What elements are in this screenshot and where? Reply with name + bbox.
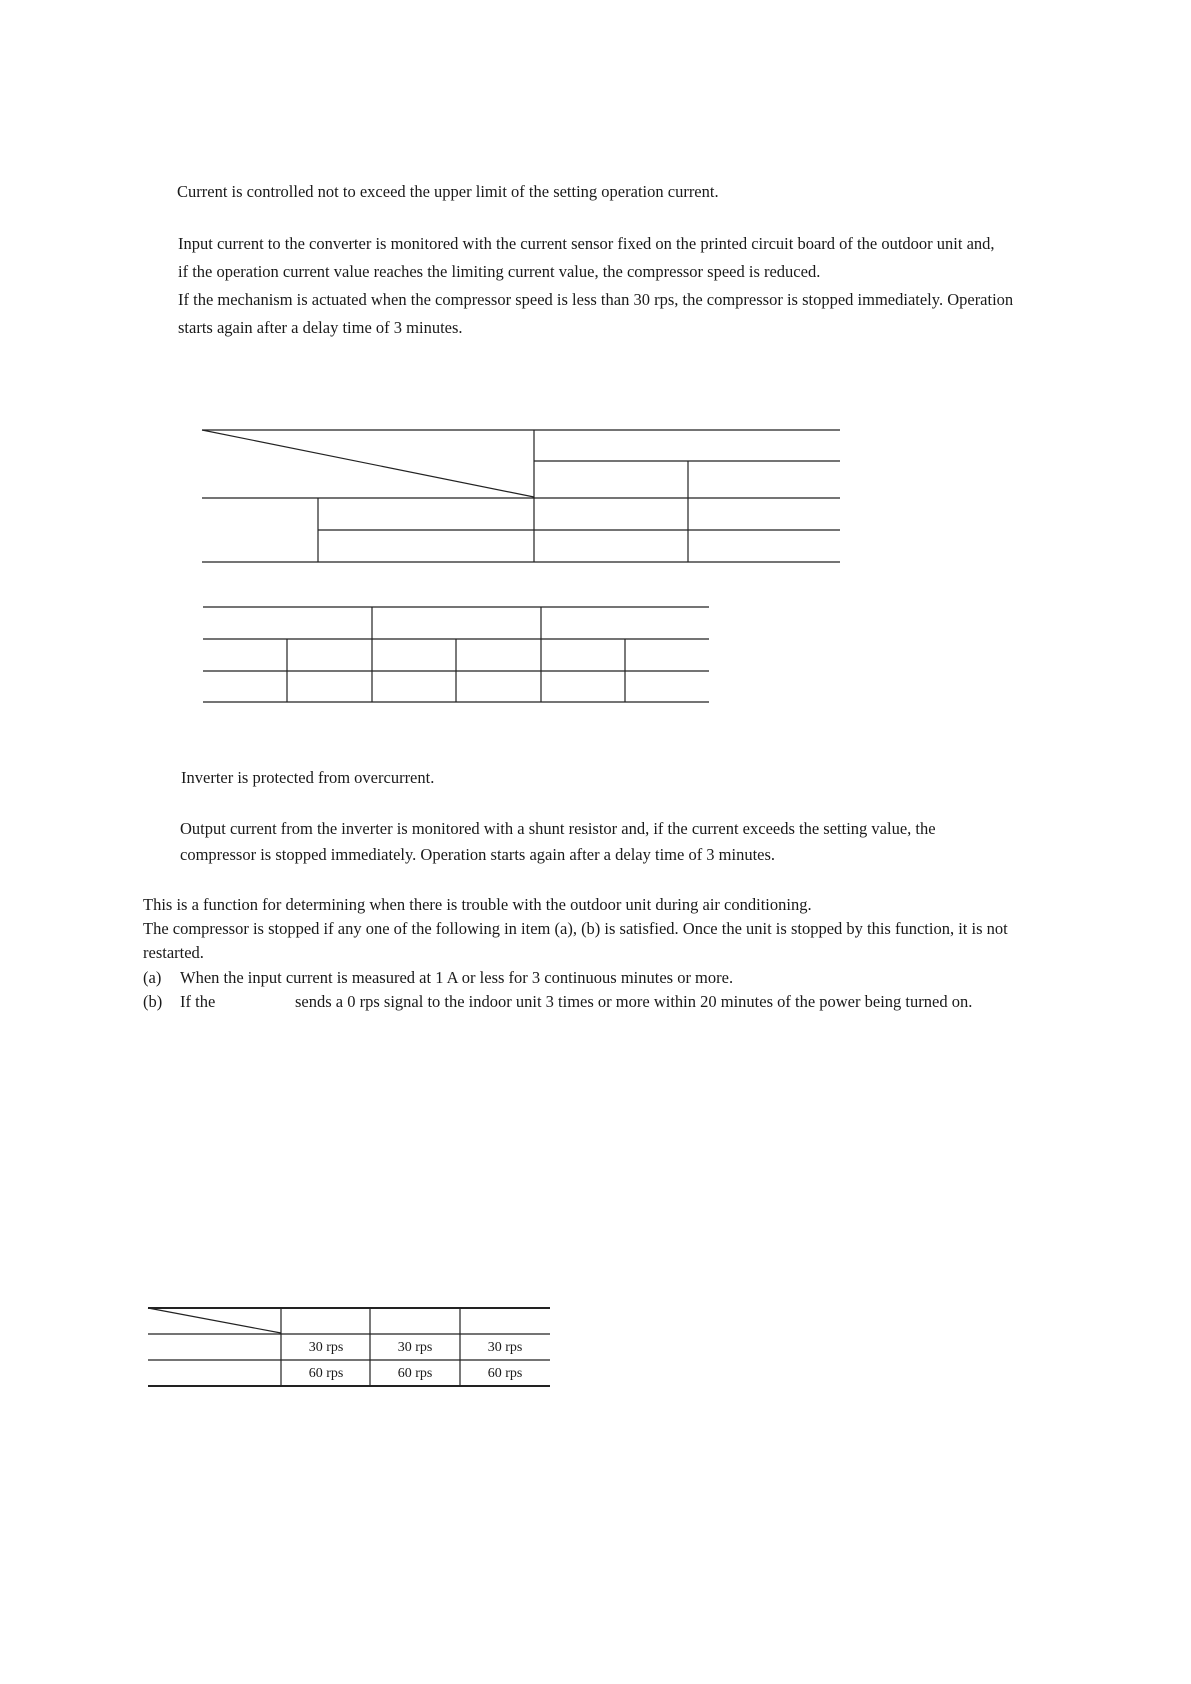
list-item-a bbox=[143, 966, 734, 990]
section3-line: This is a function for determining when there is trouble with the outdoor unit during air conditioning. bbox=[143, 895, 812, 914]
table-cell: 30 rps bbox=[397, 1340, 433, 1355]
section2-line: Output current from the inverter is monitored with a shunt resistor and, if the current exceeds the setting value, the bbox=[180, 819, 936, 838]
section3-paragraph bbox=[143, 893, 1008, 965]
list-text: When the input current is measured at 1 A or less for 3 continuous minutes or more. bbox=[180, 968, 734, 987]
table-cell: 60 rps bbox=[397, 1366, 433, 1381]
list-marker: (a) bbox=[143, 968, 162, 987]
section1-line: Input current to the converter is monitored with the current sensor fixed on the printed circuit board of the outdoor unit and, bbox=[178, 234, 995, 253]
section1-paragraph bbox=[178, 230, 1013, 342]
table-cell: 60 rps bbox=[487, 1366, 523, 1381]
section1-line: starts again after a delay time of 3 minutes. bbox=[178, 318, 463, 337]
section2-intro: Inverter is protected from overcurrent. bbox=[181, 768, 435, 787]
section1-line: If the mechanism is actuated when the compressor speed is less than 30 rps, the compressor is stopped immediately. Operation bbox=[178, 290, 1014, 309]
section3-line: restarted. bbox=[143, 943, 204, 962]
list-text-prefix: If the bbox=[180, 992, 216, 1011]
current-limit-table bbox=[202, 430, 840, 562]
section1-intro: Current is controlled not to exceed the upper limit of the setting operation current. bbox=[177, 182, 719, 201]
list-marker: (b) bbox=[143, 992, 163, 1011]
section1-line: if the operation current value reaches the limiting current value, the compressor speed is reduced. bbox=[178, 262, 821, 281]
list-text: sends a 0 rps signal to the indoor unit 3 times or more within 20 minutes of the power being turned on. bbox=[295, 992, 973, 1011]
section2-line: compressor is stopped immediately. Operation starts again after a delay time of 3 minutes. bbox=[180, 845, 776, 864]
list-item-b bbox=[143, 990, 973, 1014]
table-cell: 30 rps bbox=[487, 1340, 523, 1355]
speed-table bbox=[203, 607, 709, 702]
section3-line: The compressor is stopped if any one of the following in item (a), (b) is satisfied. Once the unit is stopped by this function, it is not bbox=[143, 919, 1008, 938]
section2-paragraph bbox=[180, 816, 936, 868]
table-cell: 30 rps bbox=[308, 1340, 344, 1355]
table-cell: 60 rps bbox=[308, 1366, 344, 1381]
